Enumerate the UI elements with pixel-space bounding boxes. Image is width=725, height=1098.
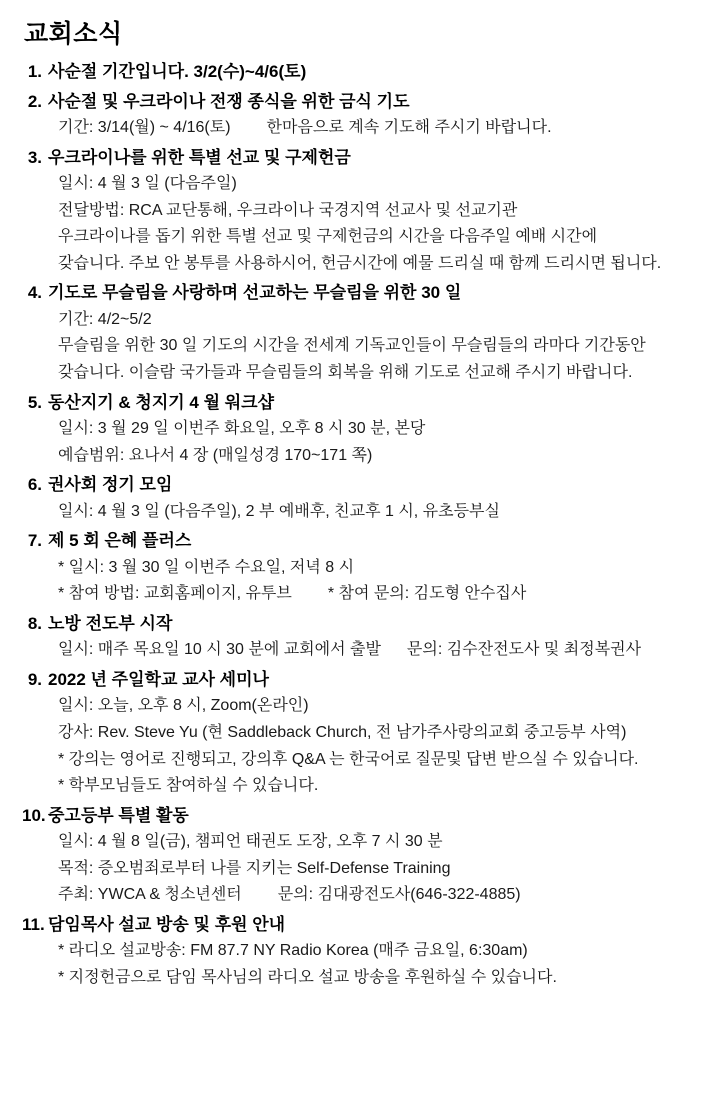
announcement-detail-line: 일시: 오늘, 오후 8 시, Zoom(온라인): [58, 697, 309, 715]
announcement-number: 2.: [27, 91, 42, 111]
announcement-detail-line: 일시: 4 월 3 일 (다음주일): [58, 175, 237, 193]
announcement-item: [22, 911, 715, 992]
announcement-title: 2022 년 주일학교 교사 세미나: [48, 669, 269, 689]
announcement-detail-line: * 라디오 설교방송: FM 87.7 NY Radio Korea (매주 금요일, 6:30am): [58, 942, 528, 960]
announcement-number: 11.: [22, 914, 45, 934]
announcement-number: 8.: [27, 613, 42, 633]
page-title: 교회소식: [24, 20, 123, 48]
announcement-detail-line: * 일시: 3 월 30 일 이번주 수요일, 저녁 8 시: [58, 558, 355, 576]
detail-text-primary: 주최: YWCA & 청소년센터: [58, 886, 242, 904]
detail-spacer: [231, 115, 267, 142]
announcement-body: [48, 527, 715, 608]
announcement-body: [48, 88, 715, 142]
announcement-item: [22, 802, 715, 909]
detail-text-primary: 기간: 3/14(월) ~ 4/16(토): [58, 119, 231, 137]
announcement-list: [22, 58, 715, 991]
announcement-number: 4.: [27, 283, 42, 303]
announcement-body: [48, 279, 715, 386]
announcement-body: [48, 610, 715, 664]
announcement-detail-line: 일시: 4 월 8 일(금), 챔피언 태권도 도장, 오후 7 시 30 분: [58, 833, 443, 851]
announcement-detail-line: 전달방법: RCA 교단통해, 우크라이나 국경지역 선교사 및 선교기관: [58, 201, 518, 219]
announcement-number: 10.: [22, 805, 46, 825]
announcement-body: [48, 58, 715, 86]
detail-text-secondary: 한마음으로 계속 기도해 주시기 바랍니다.: [266, 119, 552, 137]
announcement-body: [48, 911, 715, 992]
announcement-detail-line: [48, 637, 715, 664]
announcement-item: [22, 527, 715, 608]
announcement-title: 동산지기 & 청지기 4 월 워크샵: [48, 392, 274, 412]
announcement-detail-line: 예습범위: 요나서 4 장 (매일성경 170~171 쪽): [58, 446, 373, 464]
announcement-item: [22, 666, 715, 800]
announcement-item: [22, 389, 715, 470]
announcement-body: [48, 666, 715, 800]
announcement-body: [48, 144, 715, 278]
announcement-detail-line: [48, 581, 715, 608]
announcement-body: [48, 471, 715, 525]
announcement-number: 9.: [27, 669, 42, 689]
announcement-detail-line: * 강의는 영어로 진행되고, 강의후 Q&A 는 한국어로 질문및 답변 받으실 수 있습니다.: [58, 750, 639, 768]
announcement-detail-line: 무슬림을 위한 30 일 기도의 시간을 전세계 기독교인들이 무슬림들의 라마다 기간동안: [58, 337, 646, 355]
announcement-title: 사순절 및 우크라이나 전쟁 종식을 위한 금식 기도: [48, 91, 410, 111]
announcement-detail-line: * 지정헌금으로 담임 목사님의 라디오 설교 방송을 후원하실 수 있습니다.: [58, 968, 557, 986]
announcement-title: 우크라이나를 위한 특별 선교 및 구제헌금: [48, 147, 351, 167]
announcement-item: [22, 279, 715, 386]
announcement-item: [22, 58, 715, 86]
announcement-item: [22, 471, 715, 525]
announcement-detail-line: 갖습니다. 이슬람 국가들과 무슬림들의 회복을 위해 기도로 선교해 주시기 바랍니다.: [58, 363, 633, 381]
announcement-detail-line: 갖습니다. 주보 안 봉투를 사용하시어, 헌금시간에 예물 드리실 때 함께 드리시면 됩니다.: [58, 254, 662, 272]
announcement-detail-line: 일시: 3 월 29 일 이번주 화요일, 오후 8 시 30 분, 본당: [58, 420, 426, 438]
announcement-number: 5.: [27, 392, 42, 412]
announcement-detail-line: [48, 115, 715, 142]
announcement-item: [22, 144, 715, 278]
announcement-title: 노방 전도부 시작: [48, 613, 173, 633]
announcement-title: 중고등부 특별 활동: [48, 805, 189, 825]
announcement-title: 담임목사 설교 방송 및 후원 안내: [48, 914, 286, 934]
announcement-detail-line: 일시: 4 월 3 일 (다음주일), 2 부 예배후, 친교후 1 시, 유초등부실: [58, 502, 500, 520]
detail-text-secondary: 문의: 김대광전도사(646-322-4885): [277, 886, 521, 904]
detail-spacer: [381, 637, 407, 664]
detail-text-primary: * 참여 방법: 교회홈페이지, 유투브: [58, 585, 292, 603]
detail-text-primary: 일시: 매주 목요일 10 시 30 분에 교회에서 출발: [58, 641, 381, 659]
announcement-number: 6.: [27, 475, 42, 495]
announcement-number: 3.: [27, 147, 42, 167]
announcement-detail-line: [48, 882, 715, 909]
detail-spacer: [242, 882, 278, 909]
announcement-title: 기도로 무슬림을 사랑하며 선교하는 무슬림을 위한 30 일: [48, 283, 462, 303]
announcement-detail-line: 기간: 4/2~5/2: [58, 310, 152, 328]
announcement-body: [48, 389, 715, 470]
announcement-detail-line: * 학부모님들도 참여하실 수 있습니다.: [58, 777, 319, 795]
announcement-title: 제 5 회 은혜 플러스: [48, 531, 192, 551]
announcement-number: 1.: [27, 62, 42, 81]
announcement-detail-line: 목적: 증오범죄로부터 나를 지키는 Self-Defense Training: [58, 859, 451, 877]
announcement-body: [48, 802, 715, 909]
detail-text-secondary: * 참여 문의: 김도형 안수집사: [327, 585, 527, 603]
announcement-title: 사순절 기간입니다. 3/2(수)~4/6(토): [48, 62, 307, 81]
detail-spacer: [292, 581, 328, 608]
announcement-detail-line: 강사: Rev. Steve Yu (현 Saddleback Church, 전 남가주사랑의교회 중고등부 사역): [58, 723, 627, 741]
announcement-item: [22, 88, 715, 142]
announcement-number: 7.: [27, 531, 42, 551]
announcement-item: [22, 610, 715, 664]
announcement-title: 권사회 정기 모임: [48, 475, 173, 495]
detail-text-secondary: 문의: 김수잔전도사 및 최정복권사: [406, 641, 642, 659]
announcement-detail-line: 우크라이나를 돕기 위한 특별 선교 및 구제헌금의 시간을 다음주일 예배 시간에: [58, 228, 598, 246]
